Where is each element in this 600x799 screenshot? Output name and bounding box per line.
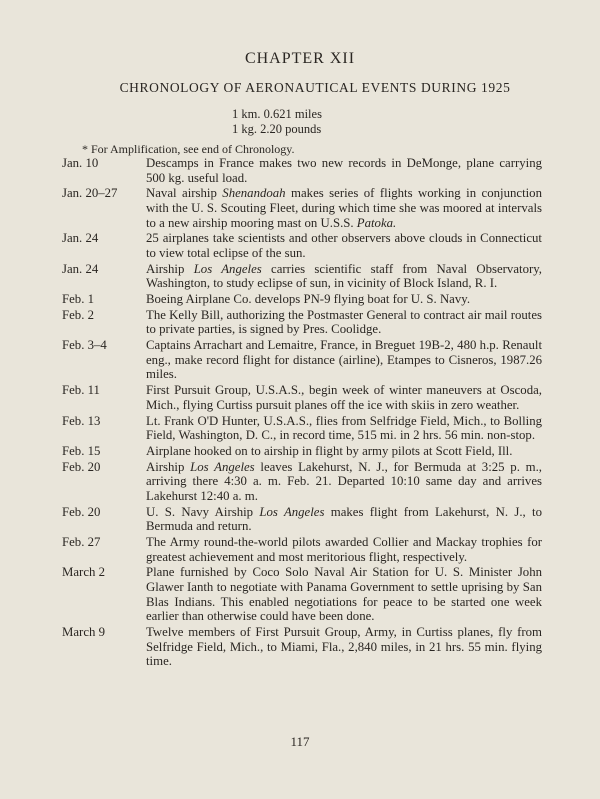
entry-date: Feb. 20	[62, 459, 101, 474]
entry-text-run: Plane furnished by Coco Solo Naval Air Station for U. S. Minister John Glawer Ianth to negotiate with Panama Government to settle uprising by San Blas Indians. This enabled negotiations for peace to be started one week earlier than otherwise could have been done.	[146, 565, 542, 624]
entry-text	[146, 414, 542, 443]
entry-text	[146, 460, 542, 504]
entry-text-run: 25 airplanes take scientists and other observers above clouds in Connecticut to view total eclipse of the sun.	[146, 231, 542, 260]
entry-date: Feb. 13	[62, 413, 101, 428]
conversion-km: 1 km. 0.621 miles	[232, 107, 322, 121]
entry-text	[146, 262, 542, 291]
entry-date: March 9	[62, 625, 105, 640]
entry-date: Feb. 11	[62, 383, 100, 398]
entry-text-run: First Pursuit Group, U.S.A.S., begin week of winter maneuvers at Oscoda, Mich., flying Curtiss pursuit planes off the ice with skiis in zero weather.	[146, 383, 542, 412]
entry-text-run: leaves Lakehurst, N. J., for Bermuda at 3:25 p. m., arriving there 4:30 a. m. Feb. 21. Departed 10:10 same day and arrives Lakehurst 12:40 a. m.	[146, 459, 542, 503]
entry-text-run: Descamps in France makes two new records in DeMonge, plane carrying 500 kg. useful load.	[146, 156, 542, 185]
entry-text	[146, 505, 542, 534]
entry-text-run: Airship	[146, 261, 194, 276]
conversion-kg: 1 kg. 2.20 pounds	[232, 122, 322, 136]
entry-text	[146, 156, 542, 185]
page-number: 117	[290, 734, 310, 749]
entry-text	[146, 186, 542, 230]
entry-text-run: Airplane hooked on to airship in flight by army pilots at Scott Field, Ill.	[146, 443, 513, 458]
chronology-entry	[62, 414, 542, 443]
entry-text	[146, 383, 542, 412]
chronology-entry	[62, 308, 542, 337]
entry-date: March 2	[62, 565, 105, 580]
entry-text-run: Boeing Airplane Co. develops PN-9 flying boat for U. S. Navy.	[146, 292, 471, 307]
entry-text	[146, 338, 542, 382]
chronology-entry	[62, 262, 542, 291]
chronology-entry	[62, 156, 542, 185]
entry-text	[146, 565, 542, 623]
entry-text-italic: Los Angeles	[259, 504, 325, 519]
chronology-entry	[62, 625, 542, 669]
entry-text	[146, 292, 542, 307]
entry-text	[146, 625, 542, 669]
chronology-entry	[62, 460, 542, 504]
chronology-entry	[62, 231, 542, 260]
entry-date: Feb. 1	[62, 292, 94, 307]
chapter-heading: CHAPTER XII	[244, 50, 356, 67]
entry-date: Feb. 27	[62, 535, 101, 550]
entry-text-run: The Kelly Bill, authorizing the Postmaster General to contract air mail routes to private parties, is signed by Pres. Coolidge.	[146, 307, 542, 337]
entry-date: Feb. 20	[62, 504, 101, 519]
chronology-entry	[62, 383, 542, 412]
chronology-entry	[62, 535, 542, 564]
chapter-subtitle: CHRONOLOGY OF AERONAUTICAL EVENTS DURING 1925	[119, 80, 511, 95]
entry-text-run: makes series of flights working in conjunction with the U. S. Scouting Fleet, during which time she was moored at intervals to a new airship mooring mast on U.S.S.	[146, 186, 542, 230]
entry-text-run: Airship	[146, 459, 191, 474]
entry-text-italic: Los Angeles	[193, 261, 262, 276]
entry-text	[146, 444, 542, 459]
chronology-entry	[62, 565, 542, 623]
entry-text	[146, 308, 542, 337]
entry-text-italic: Shenandoah	[222, 186, 286, 201]
entry-text-run: The Army round-the-world pilots awarded Collier and Mackay trophies for greatest achievement and most meritorious flight, respectively.	[146, 535, 542, 564]
entry-text-run: carries scientific staff from Naval Observatory, Washington, to study eclipse of sun, in vicinity of Block Island, R. I.	[146, 261, 542, 291]
entry-text-italic: Patoka.	[356, 215, 397, 230]
entry-date: Jan. 24	[62, 261, 99, 276]
entry-text-run: Captains Arrachart and Lemaitre, France, in Breguet 19B-2, 480 h.p. Renault eng., make record flight for distance (airline), Etampes to Cisneros, 1987.26 miles.	[146, 338, 542, 382]
entry-text	[146, 535, 542, 564]
entry-date: Jan. 20–27	[62, 186, 118, 201]
entry-text-run: makes flight from Lakehurst, N. J., to Bermuda and return.	[146, 504, 542, 534]
chronology-entry	[62, 444, 542, 459]
entry-date: Jan. 24	[62, 231, 99, 246]
entry-text-run: U. S. Navy Airship	[146, 504, 260, 519]
entry-text-run: Naval airship	[146, 186, 223, 201]
chronology-entry	[62, 505, 542, 534]
entry-date: Feb. 2	[62, 307, 94, 322]
chronology-entry	[62, 186, 542, 230]
entry-text-run: Twelve members of First Pursuit Group, Army, in Curtiss planes, fly from Selfridge Field, Mich., to Miami, Fla., 2,840 miles, in 21 hrs. 55 min. flying time.	[146, 625, 542, 669]
entry-date: Feb. 15	[62, 443, 101, 458]
entry-text-run: Lt. Frank O'D Hunter, U.S.A.S., flies from Selfridge Field, Mich., to Bolling Field, Washington, D. C., in record time, 515 mi. in 2 hrs. 56 min. non-stop.	[146, 413, 542, 443]
entry-text-italic: Los Angeles	[190, 459, 255, 474]
amplification-note: * For Amplification, see end of Chronology.	[82, 142, 295, 156]
entry-date: Jan. 10	[62, 156, 99, 170]
entry-text	[146, 231, 542, 260]
chronology-list	[62, 156, 542, 670]
chronology-entry	[62, 292, 542, 307]
entry-date: Feb. 3–4	[62, 338, 107, 353]
chronology-entry	[62, 338, 542, 382]
